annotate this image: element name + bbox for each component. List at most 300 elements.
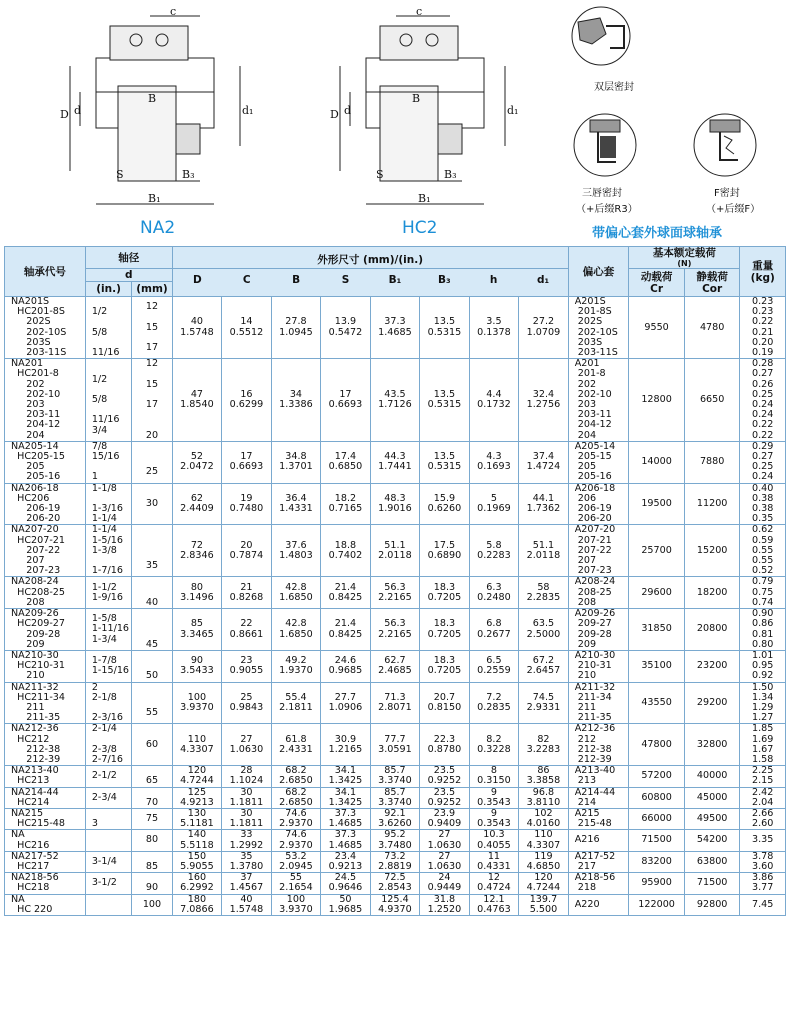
- header-B3: B₃: [437, 274, 451, 286]
- cell-B3: 20.7 0.8150: [420, 682, 470, 724]
- cell-S: 34.1 1.3425: [321, 766, 371, 787]
- cell-C: 33 1.2992: [222, 830, 272, 851]
- header-bore: 轴径: [85, 247, 172, 269]
- cell-h: 9 0.3543: [469, 808, 519, 829]
- cell-C: 16 0.6299: [222, 359, 272, 442]
- cell-B1: 85.7 3.3740: [370, 787, 420, 808]
- cell-model: NA HC 220: [5, 894, 86, 915]
- cell-cr: 47800: [629, 724, 685, 766]
- cell-bore-mm: 40: [132, 577, 172, 609]
- cell-cor: 54200: [684, 830, 740, 851]
- cell-C: 21 0.8268: [222, 577, 272, 609]
- dim-d1-hc2: d₁: [507, 104, 519, 117]
- cell-d1: 139.7 5.500: [519, 894, 569, 915]
- cell-model: NA209-26 HC209-27 209-28 209: [5, 609, 86, 651]
- header-bore-in: (in.): [85, 282, 131, 297]
- cell-bore-mm: 25: [132, 441, 172, 483]
- cell-d1: 63.5 2.5000: [519, 609, 569, 651]
- cell-cor: 49500: [684, 808, 740, 829]
- table-row: [5, 766, 786, 787]
- cell-model: NA201S HC201-8S 202S 202-10S 203S 203-11S: [5, 297, 86, 359]
- cell-bore-in: 1-7/8 1-15/16: [85, 650, 131, 682]
- cell-sleeve: A218-56 218: [568, 873, 629, 894]
- cell-bore-in: 2-1/4 2-3/8 2-7/16: [85, 724, 131, 766]
- table-row: [5, 830, 786, 851]
- cell-S: 24.5 0.9646: [321, 873, 371, 894]
- cell-B3: 15.9 0.6260: [420, 483, 470, 525]
- cell-B: 74.6 2.9370: [271, 808, 321, 829]
- dim-d1-na2: d₁: [242, 104, 254, 117]
- header-B1: B₁: [388, 274, 402, 286]
- cell-cr: 12800: [629, 359, 685, 442]
- cell-B: 34 1.3386: [271, 359, 321, 442]
- cell-B: 42.8 1.6850: [271, 577, 321, 609]
- header-load: [629, 247, 740, 269]
- header-load-unit: (N): [677, 259, 692, 268]
- cell-bore-mm: 35: [132, 525, 172, 577]
- header-dimension-row: [173, 269, 568, 291]
- cell-model: NA201 HC201-8 202 202-10 203 203-11 204-12 204: [5, 359, 86, 442]
- dim-D-na2: D: [60, 108, 69, 121]
- cell-B3: 18.3 0.7205: [420, 577, 470, 609]
- cell-C: 19 0.7480: [222, 483, 272, 525]
- double-seal-label: 双层密封: [594, 82, 634, 93]
- cell-weight: 3.35: [740, 830, 786, 851]
- cell-B1: 37.3 1.4685: [370, 297, 420, 359]
- cell-B3: 31.8 1.2520: [420, 894, 470, 915]
- cell-sleeve: A201 201-8 202 202-10 203 203-11 204-12 204: [568, 359, 629, 442]
- figure-area: [0, 0, 790, 244]
- cell-weight: 1.50 1.34 1.29 1.27: [740, 682, 786, 724]
- cell-B: 61.8 2.4331: [271, 724, 321, 766]
- header-cr: 动载荷 Cr: [629, 269, 685, 297]
- cell-bore-mm: 70: [132, 787, 172, 808]
- cell-h: 6.5 0.2559: [469, 650, 519, 682]
- cell-cr: 9550: [629, 297, 685, 359]
- table-row: [5, 724, 786, 766]
- cell-d1: 110 4.3307: [519, 830, 569, 851]
- cell-cr: 71500: [629, 830, 685, 851]
- dim-b1-na2: B₁: [148, 192, 161, 205]
- cell-cr: 95900: [629, 873, 685, 894]
- triple-lip-seal-label: 三唇密封: [582, 188, 622, 199]
- hc2-caption: HC2: [402, 218, 438, 238]
- cell-weight: 1.01 0.95 0.92: [740, 650, 786, 682]
- hc2-drawing: [300, 6, 540, 216]
- cell-bore-in: 1-1/4 1-5/16 1-3/8 1-7/16: [85, 525, 131, 577]
- cell-bore-in: 3: [85, 808, 131, 829]
- cell-bore-in: 1/2 5/8 11/16: [85, 297, 131, 359]
- cell-d1: 96.8 3.8110: [519, 787, 569, 808]
- header-D: D: [193, 274, 202, 286]
- cell-B: 53.2 2.0945: [271, 851, 321, 872]
- cell-S: 30.9 1.2165: [321, 724, 371, 766]
- cell-d1: 82 3.2283: [519, 724, 569, 766]
- cell-B: 34.8 1.3701: [271, 441, 321, 483]
- cell-B1: 62.7 2.4685: [370, 650, 420, 682]
- cell-d1: 74.5 2.9331: [519, 682, 569, 724]
- cell-d1: 120 4.7244: [519, 873, 569, 894]
- cell-S: 37.3 1.4685: [321, 830, 371, 851]
- cell-weight: 2.25 2.15: [740, 766, 786, 787]
- cell-cor: 18200: [684, 577, 740, 609]
- cell-d1: 119 4.6850: [519, 851, 569, 872]
- cell-cr: 122000: [629, 894, 685, 915]
- dim-c-na2: c: [170, 6, 177, 18]
- cell-C: 30 1.1811: [222, 808, 272, 829]
- cell-S: 18.2 0.7165: [321, 483, 371, 525]
- cell-B3: 13.5 0.5315: [420, 297, 470, 359]
- cell-sleeve: A213-40 213: [568, 766, 629, 787]
- cell-D: 72 2.8346: [172, 525, 222, 577]
- cell-B1: 77.7 3.0591: [370, 724, 420, 766]
- cell-bore-mm: 65: [132, 766, 172, 787]
- cell-bore-in: 2-1/2: [85, 766, 131, 787]
- cell-h: 7.2 0.2835: [469, 682, 519, 724]
- cell-D: 85 3.3465: [172, 609, 222, 651]
- cell-D: 130 5.1181: [172, 808, 222, 829]
- cell-B3: 27 1.0630: [420, 830, 470, 851]
- cell-B1: 72.5 2.8543: [370, 873, 420, 894]
- cell-B1: 71.3 2.8071: [370, 682, 420, 724]
- cell-B1: 44.3 1.7441: [370, 441, 420, 483]
- table-row: [5, 297, 786, 359]
- cell-bore-mm: 75: [132, 808, 172, 829]
- cell-h: 12 0.4724: [469, 873, 519, 894]
- table-row: [5, 808, 786, 829]
- cell-B: 36.4 1.4331: [271, 483, 321, 525]
- cell-d1: 37.4 1.4724: [519, 441, 569, 483]
- cell-sleeve: A220: [568, 894, 629, 915]
- dim-b-hc2: B: [412, 92, 421, 105]
- cell-model: NA205-14 HC205-15 205 205-16: [5, 441, 86, 483]
- cell-weight: 0.79 0.75 0.74: [740, 577, 786, 609]
- cell-cor: 40000: [684, 766, 740, 787]
- cell-cr: 35100: [629, 650, 685, 682]
- cell-cr: 43550: [629, 682, 685, 724]
- cell-bore-in: 7/8 15/16 1: [85, 441, 131, 483]
- cell-bore-mm: 30: [132, 483, 172, 525]
- cell-sleeve: A214-44 214: [568, 787, 629, 808]
- cell-B3: 27 1.0630: [420, 851, 470, 872]
- cell-cr: 19500: [629, 483, 685, 525]
- cell-D: 90 3.5433: [172, 650, 222, 682]
- double-seal-detail-icon: [566, 4, 636, 68]
- cell-D: 62 2.4409: [172, 483, 222, 525]
- table-row: [5, 851, 786, 872]
- cell-h: 6.8 0.2677: [469, 609, 519, 651]
- cell-weight: 0.29 0.27 0.25 0.24: [740, 441, 786, 483]
- cell-bore-mm: 50: [132, 650, 172, 682]
- cell-C: 14 0.5512: [222, 297, 272, 359]
- cell-bore-mm: 90: [132, 873, 172, 894]
- cell-d1: 27.2 1.0709: [519, 297, 569, 359]
- cell-sleeve: A215 215-48: [568, 808, 629, 829]
- cell-S: 17 0.6693: [321, 359, 371, 442]
- cell-cor: 32800: [684, 724, 740, 766]
- cell-C: 40 1.5748: [222, 894, 272, 915]
- cell-D: 80 3.1496: [172, 577, 222, 609]
- cell-B1: 48.3 1.9016: [370, 483, 420, 525]
- cell-C: 20 0.7874: [222, 525, 272, 577]
- cell-cor: 45000: [684, 787, 740, 808]
- f-seal-label: F密封: [714, 188, 740, 199]
- cell-B3: 23.5 0.9252: [420, 787, 470, 808]
- cell-D: 125 4.9213: [172, 787, 222, 808]
- cell-B: 55.4 2.1811: [271, 682, 321, 724]
- cell-B: 68.2 2.6850: [271, 766, 321, 787]
- cell-B3: 13.5 0.5315: [420, 441, 470, 483]
- cell-model: NA211-32 HC211-34 211 211-35: [5, 682, 86, 724]
- cell-model: NA217-52 HC217: [5, 851, 86, 872]
- header-weight-title: 重量: [752, 259, 774, 272]
- cell-B: 100 3.9370: [271, 894, 321, 915]
- dim-c-hc2: c: [416, 6, 423, 18]
- cell-cr: 83200: [629, 851, 685, 872]
- header-bore-mm: (mm): [132, 282, 172, 297]
- cell-weight: 0.40 0.38 0.38 0.35: [740, 483, 786, 525]
- cell-bore-in: 1-1/8 1-3/16 1-1/4: [85, 483, 131, 525]
- cell-bore-in: 2 2-1/8 2-3/16: [85, 682, 131, 724]
- cell-S: 24.6 0.9685: [321, 650, 371, 682]
- cell-bore-in: [85, 830, 131, 851]
- cell-weight: 0.28 0.27 0.26 0.25 0.24 0.24 0.22 0.22: [740, 359, 786, 442]
- dim-b3-na2: B₃: [182, 168, 195, 181]
- cell-weight: 0.90 0.86 0.81 0.80: [740, 609, 786, 651]
- cell-cor: 92800: [684, 894, 740, 915]
- header-S: S: [341, 274, 350, 286]
- cell-h: 8 0.3150: [469, 766, 519, 787]
- cell-d1: 67.2 2.6457: [519, 650, 569, 682]
- cell-D: 110 4.3307: [172, 724, 222, 766]
- header-cor: 静载荷 Cor: [684, 269, 740, 297]
- cell-h: 9 0.3543: [469, 787, 519, 808]
- cell-D: 120 4.7244: [172, 766, 222, 787]
- cell-cor: 4780: [684, 297, 740, 359]
- triple-lip-seal-detail-icon: [570, 110, 640, 180]
- cell-cor: 7880: [684, 441, 740, 483]
- cell-B3: 18.3 0.7205: [420, 650, 470, 682]
- cell-B3: 17.5 0.6890: [420, 525, 470, 577]
- cell-B3: 13.5 0.5315: [420, 359, 470, 442]
- cell-S: 17.4 0.6850: [321, 441, 371, 483]
- cell-bore-in: 1-1/2 1-9/16: [85, 577, 131, 609]
- cell-S: 18.8 0.7402: [321, 525, 371, 577]
- dim-s-na2: S: [116, 168, 124, 181]
- cell-weight: 1.85 1.69 1.67 1.58: [740, 724, 786, 766]
- cell-B1: 85.7 3.3740: [370, 766, 420, 787]
- cell-h: 3.5 0.1378: [469, 297, 519, 359]
- cell-bore-mm: 12 15 17 20: [132, 359, 172, 442]
- cell-D: 150 5.9055: [172, 851, 222, 872]
- cell-sleeve: A208-24 208-25 208: [568, 577, 629, 609]
- cell-C: 27 1.0630: [222, 724, 272, 766]
- cell-sleeve: A209-26 209-27 209-28 209: [568, 609, 629, 651]
- cell-B1: 51.1 2.0118: [370, 525, 420, 577]
- header-weight: [740, 247, 786, 297]
- table-row: [5, 483, 786, 525]
- cell-B3: 23.5 0.9252: [420, 766, 470, 787]
- cell-B: 37.6 1.4803: [271, 525, 321, 577]
- cell-sleeve: A216: [568, 830, 629, 851]
- cell-cr: 14000: [629, 441, 685, 483]
- header-sleeve: 偏心套: [568, 247, 629, 297]
- cell-weight: 2.42 2.04: [740, 787, 786, 808]
- cell-bore-in: 3-1/4: [85, 851, 131, 872]
- cell-bore-mm: 60: [132, 724, 172, 766]
- cell-C: 25 0.9843: [222, 682, 272, 724]
- table-row: [5, 873, 786, 894]
- cell-sleeve: A211-32 211-34 211 211-35: [568, 682, 629, 724]
- cell-weight: 3.78 3.60: [740, 851, 786, 872]
- cell-bore-in: 1-5/8 1-11/16 1-3/4: [85, 609, 131, 651]
- cell-weight: 2.66 2.60: [740, 808, 786, 829]
- cell-cor: 63800: [684, 851, 740, 872]
- header-weight-unit: (kg): [750, 271, 775, 284]
- table-body: [5, 297, 786, 916]
- cell-cor: 71500: [684, 873, 740, 894]
- cell-sleeve: A217-52 217: [568, 851, 629, 872]
- cell-B: 55 2.1654: [271, 873, 321, 894]
- cell-weight: 7.45: [740, 894, 786, 915]
- cell-B3: 23.9 0.9409: [420, 808, 470, 829]
- cell-S: 37.3 1.4685: [321, 808, 371, 829]
- cell-S: 13.9 0.5472: [321, 297, 371, 359]
- cell-bore-mm: 85: [132, 851, 172, 872]
- cell-h: 12.1 0.4763: [469, 894, 519, 915]
- cell-model: NA206-18 HC206 206-19 206-20: [5, 483, 86, 525]
- cell-bore-in: 2-3/4: [85, 787, 131, 808]
- cell-h: 4.4 0.1732: [469, 359, 519, 442]
- cell-S: 50 1.9685: [321, 894, 371, 915]
- header-h: h: [489, 274, 498, 286]
- cell-d1: 102 4.0160: [519, 808, 569, 829]
- cell-bore-in: [85, 894, 131, 915]
- cell-model: NA213-40 HC213: [5, 766, 86, 787]
- cell-weight: 0.23 0.23 0.22 0.21 0.20 0.19: [740, 297, 786, 359]
- cell-bore-in: 3-1/2: [85, 873, 131, 894]
- cell-d1: 32.4 1.2756: [519, 359, 569, 442]
- cell-C: 28 1.1024: [222, 766, 272, 787]
- dim-b-na2: B: [148, 92, 157, 105]
- header-dimensions-title: 外形尺寸 (mm)/(in.): [173, 252, 568, 269]
- cell-B1: 56.3 2.2165: [370, 577, 420, 609]
- cell-model: NA218-56 HC218: [5, 873, 86, 894]
- cell-B3: 22.3 0.8780: [420, 724, 470, 766]
- cell-D: 47 1.8540: [172, 359, 222, 442]
- cell-C: 17 0.6693: [222, 441, 272, 483]
- header-d1: d₁: [536, 274, 550, 286]
- cell-d1: 51.1 2.0118: [519, 525, 569, 577]
- table-row: [5, 787, 786, 808]
- cell-h: 8.2 0.3228: [469, 724, 519, 766]
- cell-cr: 60800: [629, 787, 685, 808]
- cell-model: NA208-24 HC208-25 208: [5, 577, 86, 609]
- cell-d1: 58 2.2835: [519, 577, 569, 609]
- cell-bore-in: 1/2 5/8 11/16 3/4: [85, 359, 131, 442]
- cell-cr: 66000: [629, 808, 685, 829]
- f-seal-suffix: （+后缀F）: [706, 204, 761, 215]
- triple-lip-seal-suffix: （+后缀R3）: [576, 204, 638, 215]
- cell-bore-mm: 100: [132, 894, 172, 915]
- cell-D: 40 1.5748: [172, 297, 222, 359]
- cell-cor: 15200: [684, 525, 740, 577]
- cell-model: NA215 HC215-48: [5, 808, 86, 829]
- dim-b3-hc2: B₃: [444, 168, 457, 181]
- header-B: B: [292, 274, 301, 286]
- cell-cor: 11200: [684, 483, 740, 525]
- cell-h: 11 0.4331: [469, 851, 519, 872]
- header-C: C: [242, 274, 251, 286]
- cell-C: 22 0.8661: [222, 609, 272, 651]
- section-title: 带偏心套外球面球轴承: [592, 226, 723, 241]
- cell-h: 5 0.1969: [469, 483, 519, 525]
- cell-S: 34.1 1.3425: [321, 787, 371, 808]
- table-row: [5, 682, 786, 724]
- cell-h: 6.3 0.2480: [469, 577, 519, 609]
- cell-model: NA210-30 HC210-31 210: [5, 650, 86, 682]
- cell-B3: 24 0.9449: [420, 873, 470, 894]
- na2-drawing: [30, 6, 270, 216]
- bearing-spec-table: [4, 246, 786, 916]
- cell-h: 4.3 0.1693: [469, 441, 519, 483]
- cell-C: 23 0.9055: [222, 650, 272, 682]
- table-row: [5, 525, 786, 577]
- cell-B: 68.2 2.6850: [271, 787, 321, 808]
- table-row: [5, 609, 786, 651]
- cell-bore-mm: 80: [132, 830, 172, 851]
- cell-cr: 31850: [629, 609, 685, 651]
- na2-caption: NA2: [140, 218, 176, 238]
- cell-sleeve: A205-14 205-15 205 205-16: [568, 441, 629, 483]
- cell-model: NA212-36 HC212 212-38 212-39: [5, 724, 86, 766]
- cell-D: 52 2.0472: [172, 441, 222, 483]
- cell-B3: 18.3 0.7205: [420, 609, 470, 651]
- cell-sleeve: A207-20 207-21 207-22 207 207-23: [568, 525, 629, 577]
- cell-cr: 25700: [629, 525, 685, 577]
- cell-cor: 23200: [684, 650, 740, 682]
- cell-bore-mm: 45: [132, 609, 172, 651]
- table-row: [5, 441, 786, 483]
- cell-B1: 43.5 1.7126: [370, 359, 420, 442]
- cell-cr: 57200: [629, 766, 685, 787]
- f-seal-detail-icon: [690, 110, 760, 180]
- cell-C: 30 1.1811: [222, 787, 272, 808]
- cell-sleeve: A201S 201-8S 202S 202-10S 203S 203-11S: [568, 297, 629, 359]
- header-bore-d: d: [85, 269, 172, 282]
- cell-B: 27.8 1.0945: [271, 297, 321, 359]
- cell-D: 140 5.5118: [172, 830, 222, 851]
- cell-S: 21.4 0.8425: [321, 609, 371, 651]
- table-row: [5, 650, 786, 682]
- cell-h: 5.8 0.2283: [469, 525, 519, 577]
- cell-B1: 125.4 4.9370: [370, 894, 420, 915]
- cell-h: 10.3 0.4055: [469, 830, 519, 851]
- cell-model: NA HC216: [5, 830, 86, 851]
- cell-D: 180 7.0866: [172, 894, 222, 915]
- cell-B1: 73.2 2.8819: [370, 851, 420, 872]
- header-load-title: 基本额定载荷: [652, 247, 716, 259]
- cell-B1: 92.1 3.6260: [370, 808, 420, 829]
- cell-sleeve: A210-30 210-31 210: [568, 650, 629, 682]
- cell-bore-mm: 55: [132, 682, 172, 724]
- cell-D: 160 6.2992: [172, 873, 222, 894]
- table-row: [5, 577, 786, 609]
- cell-B: 42.8 1.6850: [271, 609, 321, 651]
- cell-B1: 56.3 2.2165: [370, 609, 420, 651]
- cell-weight: 0.62 0.59 0.55 0.55 0.52: [740, 525, 786, 577]
- dim-d-na2: d: [74, 104, 82, 117]
